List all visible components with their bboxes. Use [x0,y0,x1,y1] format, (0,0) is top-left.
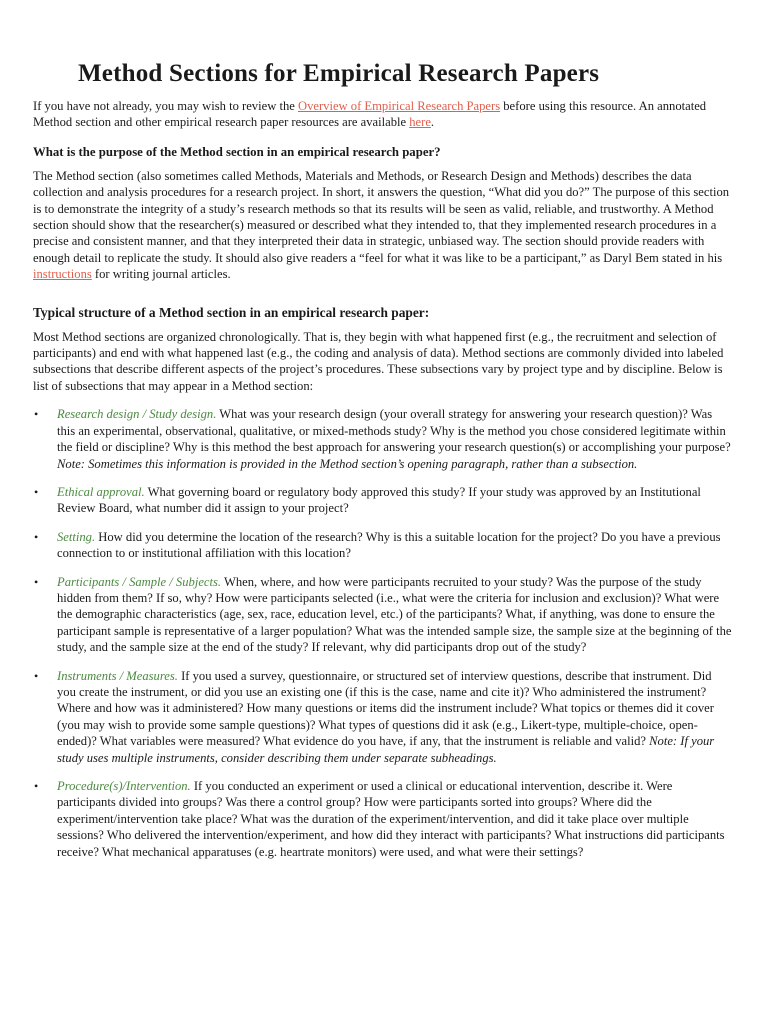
intro-text: If you have not already, you may wish to review the [33,99,298,113]
list-item [33,668,733,766]
item-text: What was your research design (your overall strategy for answering your research question)? Was this an experimental, observational, qualitative, or mixed-methods study? Why is the method you chose considered legitimate within the field or discipline? Why is this method the best approach for answering your research question(s) or accomplishing your purpose? [57,407,731,455]
item-text: How did you determine the location of the research? Why is this a suitable location for the project? Do you have a previous connection to or institutional affiliation with this location? [57,529,721,561]
bullet-icon: • [34,779,39,793]
item-term: Procedure(s)/Intervention. [57,779,191,793]
purpose-heading: What is the purpose of the Method section in an empirical research paper? [33,144,441,159]
item-term: Participants / Sample / Subjects. [57,574,222,589]
bullet-icon: • [34,529,39,544]
subsection-list [33,406,733,860]
item-text: If you conducted an experiment or used a clinical or educational intervention, describe it. Were participants divided into groups? Was there a control group? How were participants sorted into groups? Where did the experiment/intervention take place? What was the duration of the experiment/intervention, and did it take place over multiple sessions? Who delivered the intervention/experiment, and how did they interact with participants? What instructions did participants receive? What mechanical apparatuses (e.g. heartrate monitors) were used, and what were their settings? [57,779,725,859]
item-note: Note: Sometimes this information is provided in the Method section’s opening paragraph, rather than a subsection. [57,456,638,471]
structure-heading: Typical structure of a Method section in an empirical research paper: [33,304,430,320]
instructions-link[interactable]: instructions [33,267,92,282]
item-term: Research design / Study design. [57,407,217,422]
item-note: Note: If your study uses multiple instruments, consider describing them under separate subheadings. [57,734,715,765]
bullet-icon: • [34,407,39,422]
intro-text-end: . [430,115,435,130]
list-item [33,529,733,562]
item-text: When, where, and how were participants recruited to your study? Was the purpose of the study hidden from them? If so, why? How were participants selected (i.e., what were the criteria for inclusion and exclusion)? What were the demographic characteristics (age, sex, race, education level, etc.) of the participants? What, if anything, was done to ensure the participant sample is representative of a larger population? What was the intended sample size, the sample size at the beginning of the study, and the sample size at the end of the study? If relevant, why did participants drop out of the study? [57,574,732,655]
list-item [33,406,733,472]
page-title: Method Sections for Empirical Research Papers [78,60,600,87]
item-text: What governing board or regulatory body approved this study? If your study was approved by an Institutional Review Board, what number did it assign to your project? [57,484,701,516]
purpose-text-end: for writing journal articles. [91,267,231,282]
here-link[interactable]: here [409,115,431,130]
list-item [33,778,733,860]
purpose-paragraph [33,168,733,283]
list-item [33,484,733,517]
list-item [33,574,733,656]
bullet-icon: • [34,484,39,499]
item-term: Instruments / Measures. [57,668,178,683]
bullet-icon: • [34,668,39,683]
bullet-icon: • [34,574,39,589]
item-term: Setting. [57,529,96,544]
item-text: If you used a survey, questionnaire, or structured set of interview questions, describe that instrument. Did you create the instrument, or did you use an existing one (if this is the case, name and cite it)? Who administered the instrument? Where and how was it administered? How many questions or items did the instrument include? What topics or themes did it cover (you may wish to provide some sample questions)? What types of questions did it ask (e.g., Likert-type, multiple-choice, open-ended)? What variables were measured? What evidence do you have, if any, that the instrument is reliable and valid? [57,668,714,749]
intro-text-middle: before using this resource. An annotated Method section and other empirical research paper resources are available [33,99,707,130]
intro-paragraph [33,98,733,131]
structure-paragraph: Most Method sections are organized chronologically. That is, they begin with what happened first (e.g., the recruitment and selection of participants) and end with what happened last (e.g., the coding and analysis of data). Method sections are commonly divided into labeled subsections that describe different aspects of the project’s procedures. These subsections vary by project type and by discipline. Below is list of subsections that may appear in a Method section: [33,329,724,393]
document-page [33,60,733,872]
purpose-text: The Method section (also sometimes called Methods, Materials and Methods, or Research Design and Methods) describes the data collection and analysis procedures for a research project. In short, it answers the question, “What did you do?” The purpose of this section is to demonstrate the integrity of a study’s research methods so that its results will be seen as valid, reliable, and trustworthy. A Method section should show that the researcher(s) measured or described what they intended to, that they implemented research procedures in a precise and consistent manner, and that they interpreted their data in strategic, unbiased way. The section should provide readers with enough detail to replicate the study. It should also give readers a “feel for what it was like to be a participant,” as Daryl Bem stated in his [33,168,730,265]
overview-link[interactable]: Overview of Empirical Research Papers [297,99,501,113]
item-term: Ethical approval. [57,484,145,499]
